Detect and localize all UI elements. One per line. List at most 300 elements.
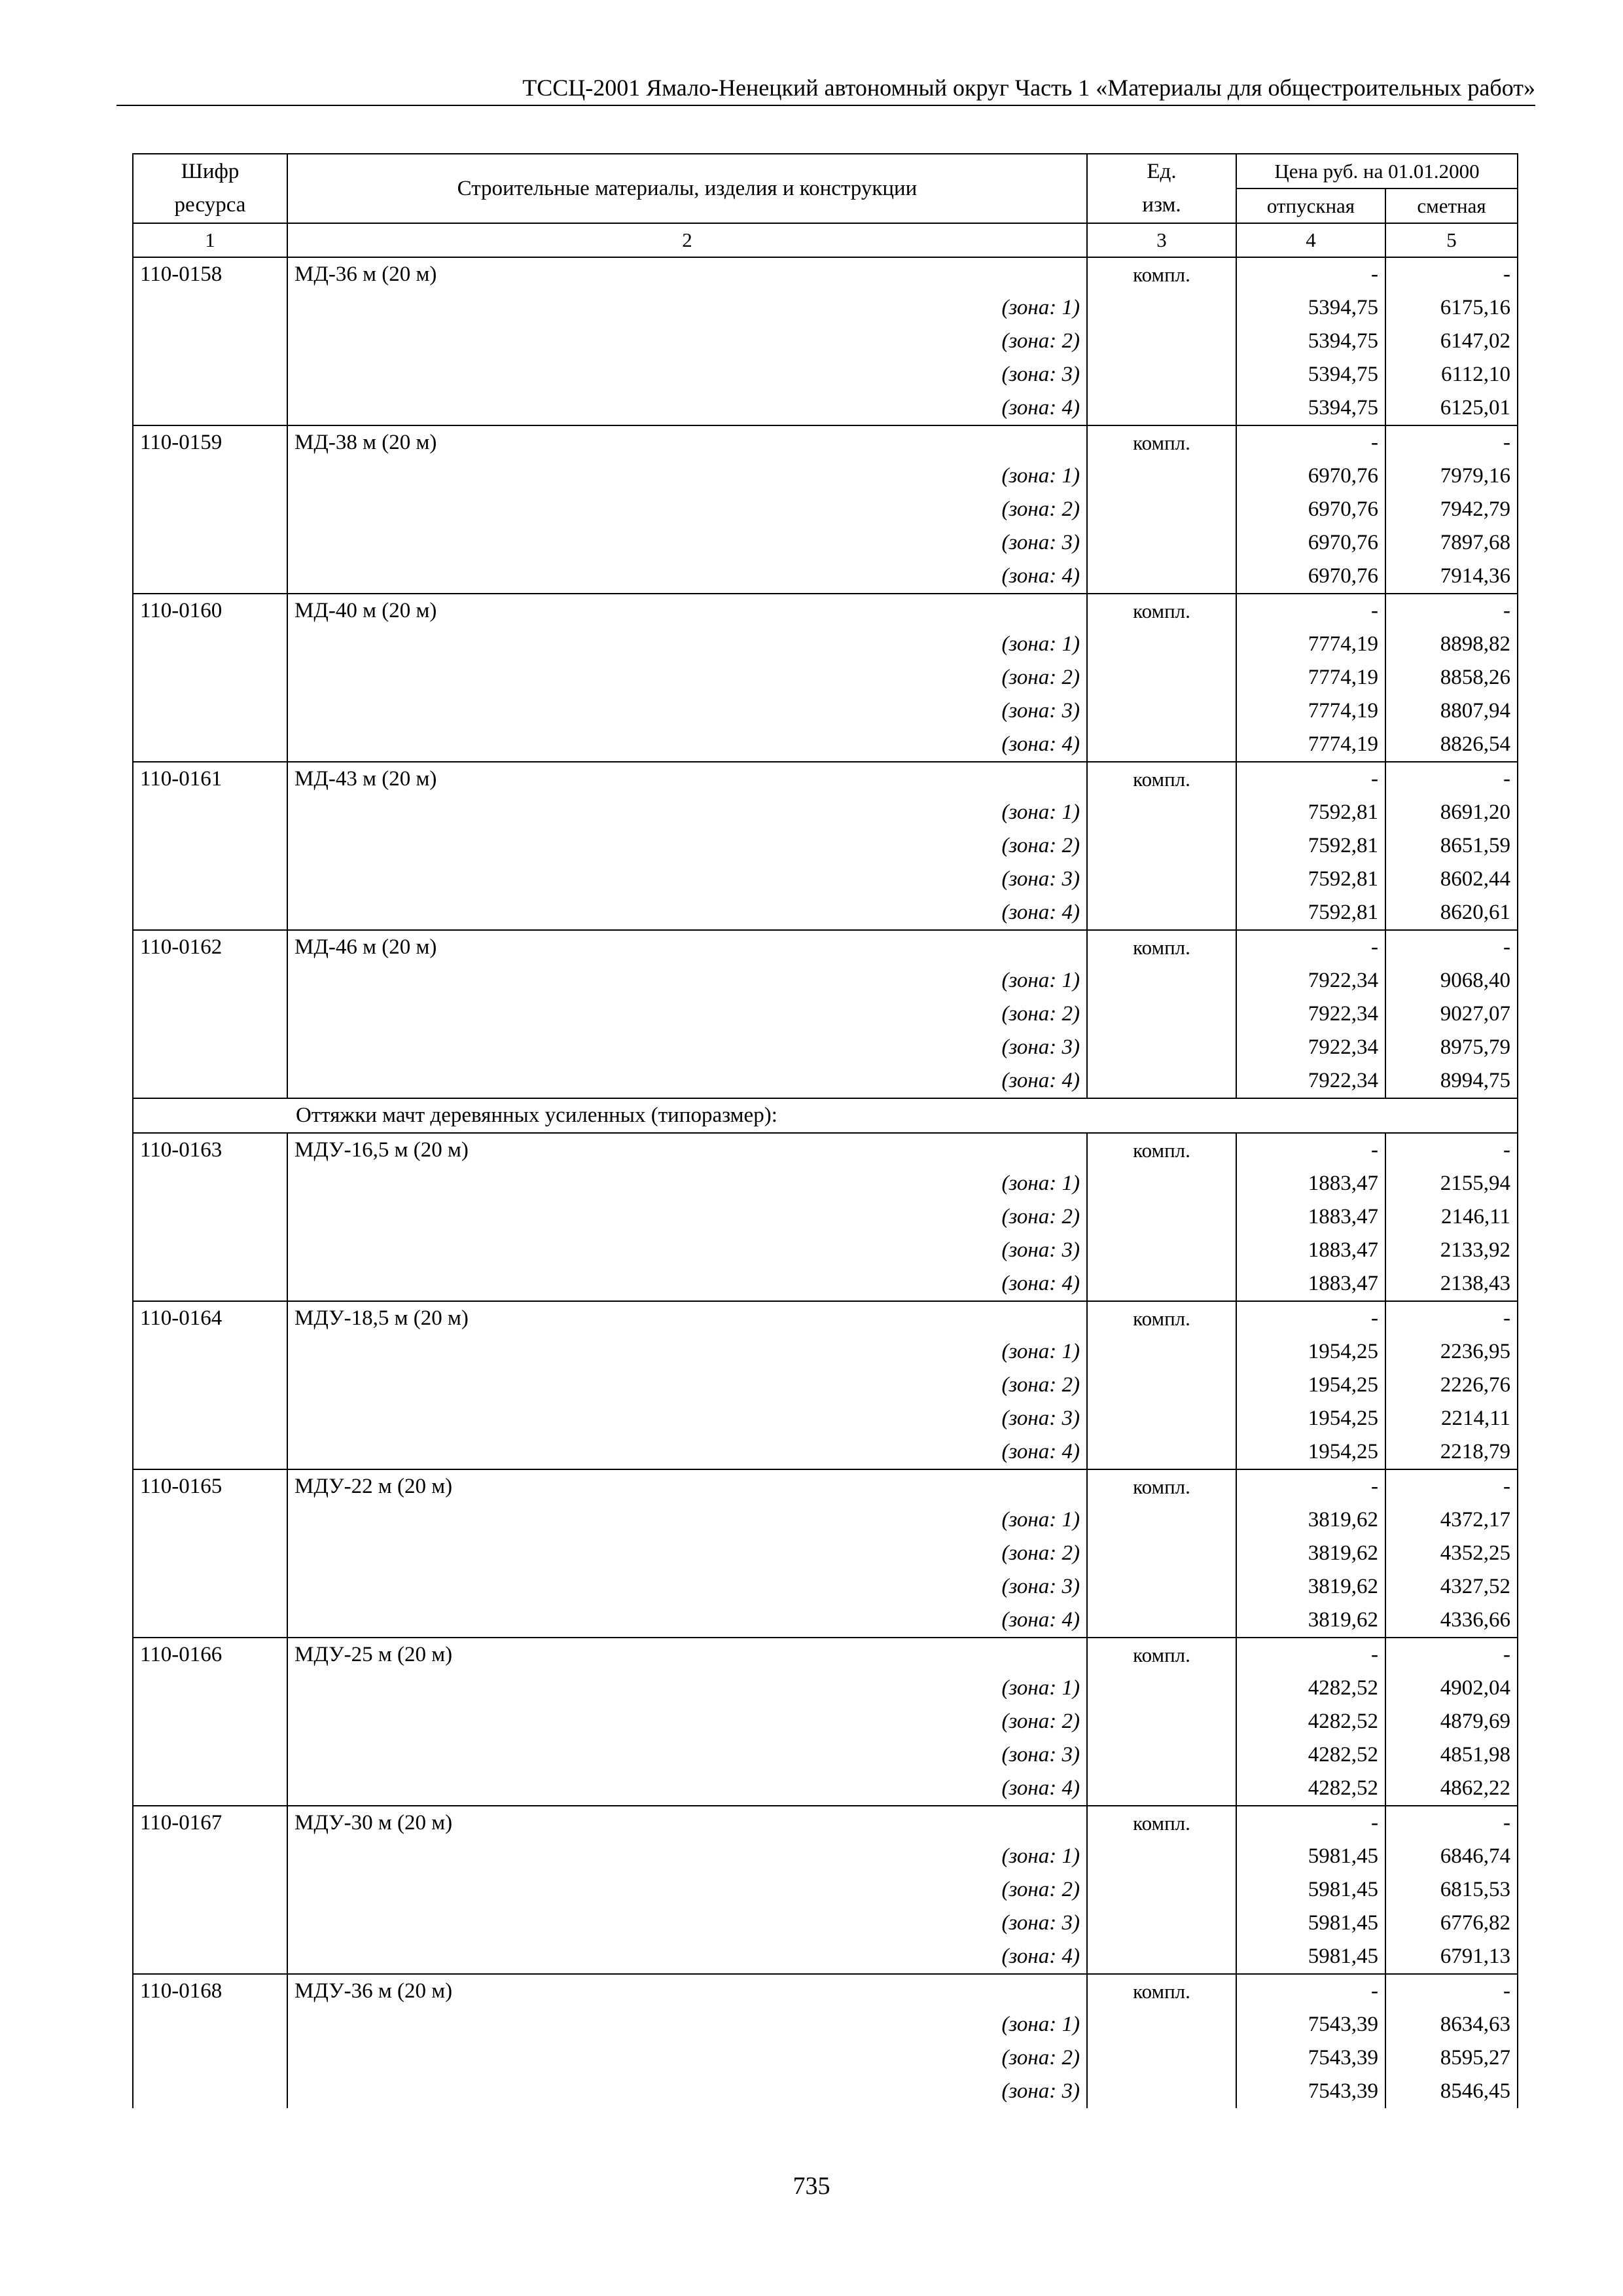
empty-cell [133, 628, 287, 661]
header-rule [116, 105, 1535, 106]
empty-cell [133, 694, 287, 728]
table-row [133, 1469, 1518, 1503]
zone-label: (зона: 3) [287, 358, 1087, 391]
empty-cell [1087, 1503, 1236, 1537]
estimate-price: 6846,74 [1385, 1840, 1518, 1873]
release-price: 7543,39 [1236, 2041, 1385, 2075]
zone-label: (зона: 2) [287, 1873, 1087, 1907]
empty-cell [1087, 1267, 1236, 1301]
zone-label: (зона: 4) [287, 391, 1087, 425]
empty-cell [1087, 2075, 1236, 2108]
zone-row [133, 863, 1518, 896]
header-price-group: Цена руб. на 01.01.2000 [1236, 154, 1518, 188]
zone-row [133, 661, 1518, 694]
unit-cell: компл. [1087, 594, 1236, 628]
estimate-price: 6112,10 [1385, 358, 1518, 391]
empty-cell [133, 1873, 287, 1907]
zone-label: (зона: 4) [287, 1604, 1087, 1638]
release-price: - [1236, 1469, 1385, 1503]
empty-cell [1087, 661, 1236, 694]
unit-cell: компл. [1087, 1974, 1236, 2008]
empty-cell [1087, 1907, 1236, 1940]
release-price: 6970,76 [1236, 526, 1385, 560]
zone-label: (зона: 2) [287, 997, 1087, 1031]
resource-name: МД-36 м (20 м) [287, 257, 1087, 291]
unit-cell: компл. [1087, 1301, 1236, 1335]
release-price: 3819,62 [1236, 1570, 1385, 1604]
zone-label: (зона: 4) [287, 1940, 1087, 1974]
release-price: 1954,25 [1236, 1402, 1385, 1435]
estimate-price: 4336,66 [1385, 1604, 1518, 1638]
estimate-price: 4862,22 [1385, 1772, 1518, 1806]
zone-label: (зона: 3) [287, 1234, 1087, 1267]
table-row [133, 425, 1518, 459]
empty-cell [133, 1604, 287, 1638]
empty-cell [133, 1907, 287, 1940]
zone-label: (зона: 3) [287, 694, 1087, 728]
table-header-row [133, 154, 1518, 188]
estimate-price: 6175,16 [1385, 291, 1518, 325]
zone-label: (зона: 3) [287, 1402, 1087, 1435]
empty-cell [1087, 1031, 1236, 1064]
empty-cell [1087, 325, 1236, 358]
release-price: - [1236, 1133, 1385, 1167]
release-price: - [1236, 1806, 1385, 1840]
release-price: 6970,76 [1236, 560, 1385, 594]
header-unit-text: Ед. изм. [1142, 160, 1181, 217]
release-price: - [1236, 1638, 1385, 1672]
release-price: 3819,62 [1236, 1503, 1385, 1537]
estimate-price: 7979,16 [1385, 459, 1518, 493]
estimate-price: 2146,11 [1385, 1200, 1518, 1234]
zone-row [133, 1402, 1518, 1435]
zone-label: (зона: 3) [287, 863, 1087, 896]
empty-cell [133, 493, 287, 526]
column-number: 4 [1236, 223, 1385, 257]
resource-code: 110-0168 [133, 1974, 287, 2008]
estimate-price: 6776,82 [1385, 1907, 1518, 1940]
zone-row [133, 1267, 1518, 1301]
empty-cell [1087, 728, 1236, 762]
release-price: 7774,19 [1236, 661, 1385, 694]
empty-cell [1087, 964, 1236, 997]
release-price: 1883,47 [1236, 1167, 1385, 1200]
empty-cell [1087, 997, 1236, 1031]
empty-cell [133, 1840, 287, 1873]
resource-name: МДУ-18,5 м (20 м) [287, 1301, 1087, 1335]
empty-cell [133, 291, 287, 325]
estimate-price: 8994,75 [1385, 1064, 1518, 1098]
empty-cell [1087, 796, 1236, 829]
resource-name: МДУ-36 м (20 м) [287, 1974, 1087, 2008]
zone-row [133, 1840, 1518, 1873]
zone-row [133, 1570, 1518, 1604]
zone-label: (зона: 1) [287, 291, 1087, 325]
zone-label: (зона: 4) [287, 1267, 1087, 1301]
empty-cell [133, 1402, 287, 1435]
estimate-price: 2226,76 [1385, 1369, 1518, 1402]
zone-row [133, 1705, 1518, 1738]
release-price: 7592,81 [1236, 896, 1385, 930]
running-header: ТССЦ-2001 Ямало-Ненецкий автономный округ Часть 1 «Материалы для общестроительных работ» [522, 75, 1535, 101]
empty-cell [1087, 1873, 1236, 1907]
resource-code: 110-0166 [133, 1638, 287, 1672]
header-code [133, 154, 287, 223]
release-price: 5981,45 [1236, 1873, 1385, 1907]
release-price: 5394,75 [1236, 358, 1385, 391]
empty-cell [133, 1267, 287, 1301]
empty-cell [1087, 628, 1236, 661]
table-row [133, 1638, 1518, 1672]
empty-cell [1087, 1672, 1236, 1705]
zone-row [133, 1738, 1518, 1772]
zone-row [133, 964, 1518, 997]
estimate-price: 4851,98 [1385, 1738, 1518, 1772]
estimate-price: - [1385, 425, 1518, 459]
zone-row [133, 325, 1518, 358]
table-row [133, 930, 1518, 964]
zone-row [133, 1335, 1518, 1369]
empty-cell [133, 1705, 287, 1738]
empty-cell [133, 1738, 287, 1772]
zone-label: (зона: 2) [287, 493, 1087, 526]
zone-row [133, 896, 1518, 930]
zone-row [133, 2008, 1518, 2041]
zone-label: (зона: 1) [287, 796, 1087, 829]
release-price: 7922,34 [1236, 1064, 1385, 1098]
empty-cell [133, 728, 287, 762]
release-price: 5981,45 [1236, 1840, 1385, 1873]
empty-cell [1087, 526, 1236, 560]
estimate-price: 8975,79 [1385, 1031, 1518, 1064]
zone-label: (зона: 4) [287, 1435, 1087, 1469]
estimate-price: 9068,40 [1385, 964, 1518, 997]
table-row [133, 1974, 1518, 2008]
release-price: - [1236, 257, 1385, 291]
release-price: - [1236, 425, 1385, 459]
release-price: 1954,25 [1236, 1369, 1385, 1402]
resource-code: 110-0167 [133, 1806, 287, 1840]
resource-code: 110-0162 [133, 930, 287, 964]
empty-cell [1087, 896, 1236, 930]
empty-cell [1087, 493, 1236, 526]
release-price: 5394,75 [1236, 291, 1385, 325]
zone-label: (зона: 3) [287, 526, 1087, 560]
empty-cell [1087, 560, 1236, 594]
estimate-price: 8634,63 [1385, 2008, 1518, 2041]
section-row [133, 1098, 1518, 1133]
empty-cell [133, 829, 287, 863]
zone-label: (зона: 2) [287, 2041, 1087, 2075]
release-price: 4282,52 [1236, 1738, 1385, 1772]
empty-cell [1087, 1402, 1236, 1435]
empty-cell [133, 2075, 287, 2108]
estimate-price: 4902,04 [1385, 1672, 1518, 1705]
page-number: 735 [793, 2172, 830, 2200]
zone-label: (зона: 1) [287, 459, 1087, 493]
column-number: 2 [287, 223, 1087, 257]
empty-cell [133, 1064, 287, 1098]
release-price: 4282,52 [1236, 1772, 1385, 1806]
estimate-price: 4327,52 [1385, 1570, 1518, 1604]
zone-row [133, 1167, 1518, 1200]
release-price: 7592,81 [1236, 796, 1385, 829]
estimate-price: 2133,92 [1385, 1234, 1518, 1267]
release-price: - [1236, 1974, 1385, 2008]
empty-cell [1087, 1570, 1236, 1604]
zone-label: (зона: 1) [287, 1503, 1087, 1537]
table-row [133, 257, 1518, 291]
empty-cell [133, 391, 287, 425]
zone-row [133, 997, 1518, 1031]
resource-name: МДУ-30 м (20 м) [287, 1806, 1087, 1840]
zone-row [133, 2041, 1518, 2075]
estimate-price: 8691,20 [1385, 796, 1518, 829]
zone-label: (зона: 2) [287, 325, 1087, 358]
zone-label: (зона: 1) [287, 964, 1087, 997]
zone-label: (зона: 3) [287, 1031, 1087, 1064]
column-number: 1 [133, 223, 287, 257]
release-price: - [1236, 930, 1385, 964]
release-price: 3819,62 [1236, 1604, 1385, 1638]
zone-label: (зона: 3) [287, 1907, 1087, 1940]
estimate-price: 6125,01 [1385, 391, 1518, 425]
estimate-price: 2155,94 [1385, 1167, 1518, 1200]
header-code-text: Шифр ресурса [174, 160, 246, 217]
empty-cell [133, 1772, 287, 1806]
header-unit [1087, 154, 1236, 223]
release-price: 7922,34 [1236, 1031, 1385, 1064]
empty-cell [133, 1200, 287, 1234]
table-body [133, 257, 1518, 2108]
empty-cell [1087, 1604, 1236, 1638]
zone-label: (зона: 4) [287, 1772, 1087, 1806]
release-price: 5394,75 [1236, 325, 1385, 358]
release-price: 1883,47 [1236, 1267, 1385, 1301]
resource-code: 110-0165 [133, 1469, 287, 1503]
resource-code: 110-0159 [133, 425, 287, 459]
zone-row [133, 1907, 1518, 1940]
estimate-price: - [1385, 1469, 1518, 1503]
estimate-price: 8595,27 [1385, 2041, 1518, 2075]
empty-cell [133, 661, 287, 694]
empty-cell [133, 1940, 287, 1974]
release-price: 1883,47 [1236, 1234, 1385, 1267]
estimate-price: 7897,68 [1385, 526, 1518, 560]
estimate-price: 9027,07 [1385, 997, 1518, 1031]
zone-label: (зона: 3) [287, 2075, 1087, 2108]
release-price: 6970,76 [1236, 493, 1385, 526]
estimate-price: 8651,59 [1385, 829, 1518, 863]
estimate-price: - [1385, 1806, 1518, 1840]
empty-cell [1087, 829, 1236, 863]
zone-row [133, 728, 1518, 762]
zone-row [133, 1940, 1518, 1974]
estimate-price: 7914,36 [1385, 560, 1518, 594]
empty-cell [1087, 1772, 1236, 1806]
header-release: отпускная [1236, 188, 1385, 223]
empty-cell [1087, 1064, 1236, 1098]
empty-cell [1087, 1335, 1236, 1369]
zone-label: (зона: 2) [287, 829, 1087, 863]
zone-row [133, 391, 1518, 425]
empty-cell [1087, 1369, 1236, 1402]
estimate-price: - [1385, 594, 1518, 628]
zone-label: (зона: 4) [287, 560, 1087, 594]
zone-row [133, 829, 1518, 863]
estimate-price: - [1385, 1638, 1518, 1672]
empty-cell [1087, 1537, 1236, 1570]
estimate-price: 8826,54 [1385, 728, 1518, 762]
release-price: 7774,19 [1236, 628, 1385, 661]
table-row [133, 762, 1518, 796]
zone-label: (зона: 2) [287, 661, 1087, 694]
release-price: 5981,45 [1236, 1907, 1385, 1940]
empty-cell [1087, 1940, 1236, 1974]
empty-cell [133, 2008, 287, 2041]
estimate-price: 6815,53 [1385, 1873, 1518, 1907]
release-price: 7543,39 [1236, 2008, 1385, 2041]
zone-row [133, 1064, 1518, 1098]
unit-cell: компл. [1087, 1806, 1236, 1840]
empty-cell [1087, 1167, 1236, 1200]
empty-cell [133, 1031, 287, 1064]
zone-row [133, 1200, 1518, 1234]
empty-cell [133, 997, 287, 1031]
resource-name: МД-46 м (20 м) [287, 930, 1087, 964]
zone-label: (зона: 3) [287, 1738, 1087, 1772]
estimate-price: 8546,45 [1385, 2075, 1518, 2108]
price-table [132, 153, 1518, 2108]
empty-cell [133, 796, 287, 829]
zone-row [133, 1234, 1518, 1267]
empty-cell [133, 2041, 287, 2075]
estimate-price: 2138,43 [1385, 1267, 1518, 1301]
empty-cell [133, 1435, 287, 1469]
zone-label: (зона: 1) [287, 1167, 1087, 1200]
column-number-row [133, 223, 1518, 257]
release-price: 7774,19 [1236, 694, 1385, 728]
release-price: 3819,62 [1236, 1537, 1385, 1570]
resource-code: 110-0160 [133, 594, 287, 628]
estimate-price: 8620,61 [1385, 896, 1518, 930]
release-price: 7922,34 [1236, 964, 1385, 997]
release-price: 7592,81 [1236, 863, 1385, 896]
release-price: 5981,45 [1236, 1940, 1385, 1974]
zone-row [133, 1537, 1518, 1570]
resource-code: 110-0161 [133, 762, 287, 796]
table-row [133, 1301, 1518, 1335]
empty-cell [133, 1570, 287, 1604]
release-price: 7774,19 [1236, 728, 1385, 762]
estimate-price: 4372,17 [1385, 1503, 1518, 1537]
resource-name: МДУ-25 м (20 м) [287, 1638, 1087, 1672]
empty-cell [133, 896, 287, 930]
zone-label: (зона: 4) [287, 728, 1087, 762]
empty-cell [133, 964, 287, 997]
zone-row [133, 526, 1518, 560]
empty-cell [1087, 1200, 1236, 1234]
estimate-price: - [1385, 257, 1518, 291]
resource-code: 110-0163 [133, 1133, 287, 1167]
zone-row [133, 1435, 1518, 1469]
empty-cell [1087, 2041, 1236, 2075]
estimate-price: 4352,25 [1385, 1537, 1518, 1570]
column-number: 5 [1385, 223, 1518, 257]
empty-cell [133, 1672, 287, 1705]
resource-name: МД-40 м (20 м) [287, 594, 1087, 628]
empty-cell [133, 358, 287, 391]
zone-row [133, 493, 1518, 526]
estimate-price: - [1385, 1133, 1518, 1167]
zone-label: (зона: 2) [287, 1537, 1087, 1570]
empty-cell [1087, 1435, 1236, 1469]
release-price: - [1236, 594, 1385, 628]
zone-label: (зона: 1) [287, 1335, 1087, 1369]
release-price: - [1236, 762, 1385, 796]
release-price: 1883,47 [1236, 1200, 1385, 1234]
unit-cell: компл. [1087, 762, 1236, 796]
empty-cell [133, 1369, 287, 1402]
zone-row [133, 1031, 1518, 1064]
estimate-price: 2214,11 [1385, 1402, 1518, 1435]
zone-row [133, 694, 1518, 728]
estimate-price: 8898,82 [1385, 628, 1518, 661]
estimate-price: 6147,02 [1385, 325, 1518, 358]
empty-cell [1087, 1234, 1236, 1267]
zone-row [133, 1369, 1518, 1402]
estimate-price: - [1385, 930, 1518, 964]
resource-name: МД-43 м (20 м) [287, 762, 1087, 796]
zone-label: (зона: 2) [287, 1705, 1087, 1738]
empty-cell [133, 1335, 287, 1369]
unit-cell: компл. [1087, 425, 1236, 459]
resource-name: МД-38 м (20 м) [287, 425, 1087, 459]
estimate-price: 6791,13 [1385, 1940, 1518, 1974]
estimate-price: 2218,79 [1385, 1435, 1518, 1469]
release-price: 7922,34 [1236, 997, 1385, 1031]
zone-label: (зона: 1) [287, 628, 1087, 661]
estimate-price: 8602,44 [1385, 863, 1518, 896]
zone-row [133, 628, 1518, 661]
table-row [133, 594, 1518, 628]
estimate-price: - [1385, 1301, 1518, 1335]
zone-row [133, 560, 1518, 594]
release-price: 4282,52 [1236, 1705, 1385, 1738]
zone-label: (зона: 4) [287, 1064, 1087, 1098]
unit-cell: компл. [1087, 1469, 1236, 1503]
empty-cell [1087, 358, 1236, 391]
empty-cell [133, 1234, 287, 1267]
resource-name: МДУ-22 м (20 м) [287, 1469, 1087, 1503]
unit-cell: компл. [1087, 1133, 1236, 1167]
zone-row [133, 291, 1518, 325]
empty-cell [133, 325, 287, 358]
section-title: Оттяжки мачт деревянных усиленных (типоразмер): [133, 1098, 1518, 1133]
empty-cell [1087, 2008, 1236, 2041]
zone-row [133, 459, 1518, 493]
zone-label: (зона: 3) [287, 1570, 1087, 1604]
zone-label: (зона: 2) [287, 1369, 1087, 1402]
release-price: 1954,25 [1236, 1435, 1385, 1469]
empty-cell [1087, 1705, 1236, 1738]
zone-row [133, 1503, 1518, 1537]
column-number: 3 [1087, 223, 1236, 257]
empty-cell [133, 1503, 287, 1537]
estimate-price: - [1385, 762, 1518, 796]
empty-cell [1087, 291, 1236, 325]
release-price: 1954,25 [1236, 1335, 1385, 1369]
